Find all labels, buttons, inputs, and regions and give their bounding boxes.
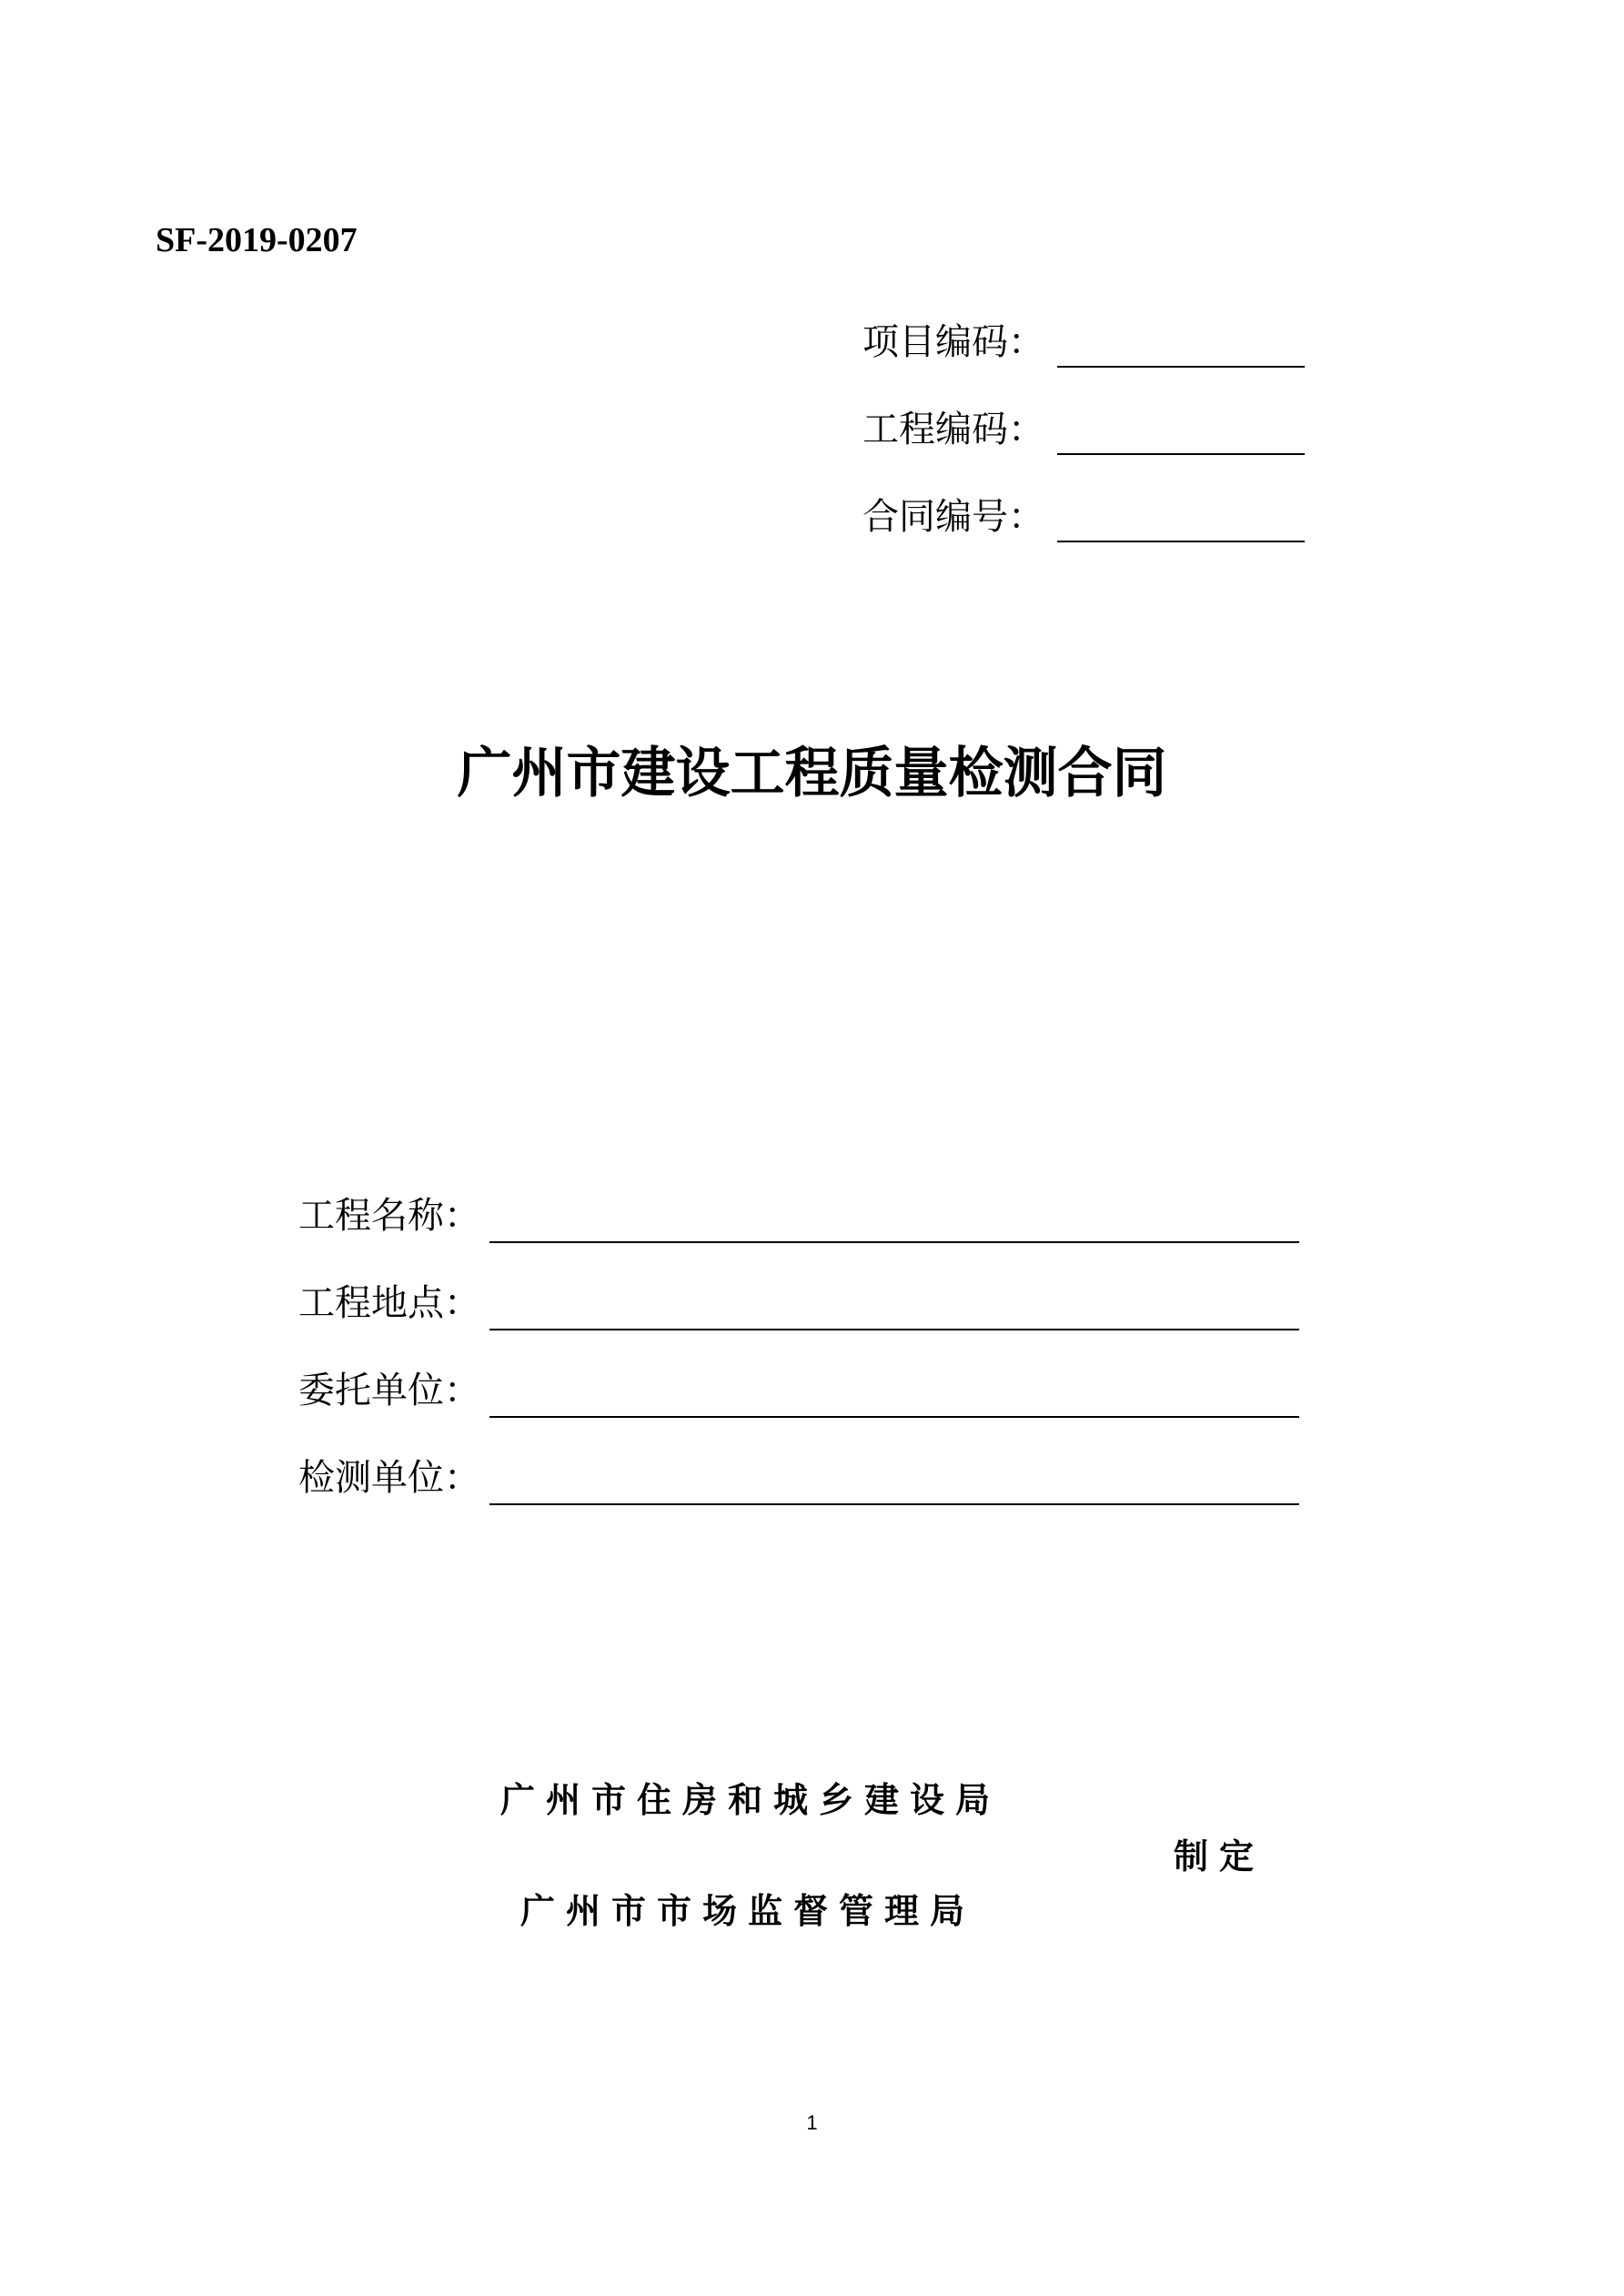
project-code-field[interactable]	[1057, 326, 1305, 368]
issuer-housing-bureau: 广州市住房和城乡建设局	[500, 1780, 1002, 1820]
project-location-label: 工程地点：	[298, 1282, 480, 1324]
client-unit-row	[298, 1363, 1299, 1418]
engineering-code-row	[862, 404, 1305, 455]
testing-unit-label: 检测单位：	[298, 1457, 480, 1499]
project-code-label: 项目编码：	[862, 321, 1044, 363]
testing-unit-row	[298, 1451, 1299, 1505]
project-name-field[interactable]	[489, 1198, 1299, 1243]
contract-number-field[interactable]	[1057, 501, 1305, 542]
issuer-market-bureau: 广州市市场监督管理局	[520, 1891, 976, 1931]
contract-number-row	[862, 491, 1305, 542]
project-code-row	[862, 317, 1305, 368]
project-location-field[interactable]	[489, 1285, 1299, 1330]
engineering-code-label: 工程编码：	[862, 409, 1044, 450]
client-unit-label: 委托单位：	[298, 1370, 480, 1411]
document-number: SF-2019-0207	[156, 221, 358, 259]
issuer-action: 制定	[1174, 1836, 1266, 1876]
testing-unit-field[interactable]	[489, 1460, 1299, 1505]
engineering-code-field[interactable]	[1057, 413, 1305, 455]
page-number: 1	[806, 2111, 818, 2134]
contract-number-label: 合同编号：	[862, 496, 1044, 538]
client-unit-field[interactable]	[489, 1372, 1299, 1418]
project-name-row	[298, 1188, 1299, 1243]
project-name-label: 工程名称：	[298, 1195, 480, 1237]
project-location-row	[298, 1276, 1299, 1330]
page-title: 广州市建设工程质量检测合同	[457, 742, 1167, 805]
